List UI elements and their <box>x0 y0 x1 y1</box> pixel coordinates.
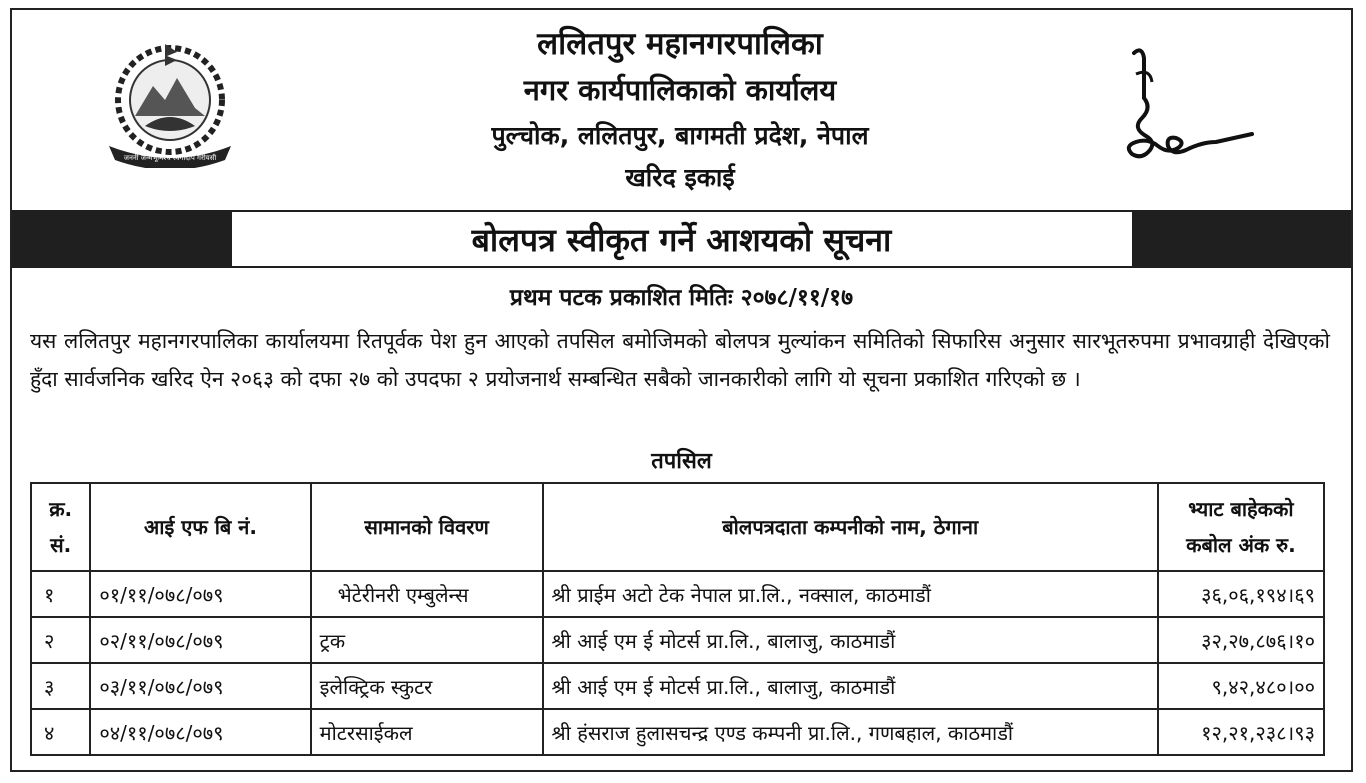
header-amount <box>1158 483 1324 571</box>
signature-icon <box>1112 38 1272 168</box>
row-sn: ४ <box>31 709 90 755</box>
table-row <box>31 663 1324 709</box>
notice-title: बोलपत्र स्वीकृत गर्ने आशयको सूचना <box>232 212 1132 266</box>
office-address: पुल्चोक, ललितपुर, बागमती प्रदेश, नेपाल <box>491 121 869 150</box>
table-row <box>31 617 1324 663</box>
header-amount-line1: भ्याट बाहेकको <box>1188 497 1294 521</box>
table-row <box>31 571 1324 617</box>
emblem-motto: जननी जन्मभूमिश्च स्वर्गादपि गरीयसी <box>123 154 217 162</box>
header-sn-line2: सं. <box>50 533 72 557</box>
row-item: मोटरसाईकल <box>311 709 543 755</box>
row-sn: ३ <box>31 663 90 709</box>
row-ifb: ०१/११/०७८/०७९ <box>90 571 310 617</box>
row-amount: ३२,२७,८७६।१० <box>1158 617 1324 663</box>
office-name: नगर कार्यपालिकाको कार्यालय <box>523 73 837 107</box>
row-sn: २ <box>31 617 90 663</box>
published-date: प्रथम पटक प्रकाशित मितिः २०७८/११/१७ <box>509 285 854 311</box>
row-amount: ९,४२,४८०।०० <box>1158 663 1324 709</box>
header-sn <box>31 483 90 571</box>
header-company: बोलपत्रदाता कम्पनीको नाम, ठेगाना <box>543 483 1158 571</box>
table-header-row <box>31 483 1324 571</box>
row-company: श्री प्राईम अटो टेक नेपाल प्रा.लि., नक्साल, काठमाडौं <box>543 571 1158 617</box>
table-row <box>31 709 1324 755</box>
row-item: ट्रक <box>311 617 543 663</box>
procurement-unit: खरिद इकाई <box>625 163 735 192</box>
municipality-name: ललितपुर महानगरपालिका <box>537 26 823 62</box>
header-amount-line2: कबोल अंक रु. <box>1186 533 1296 557</box>
row-ifb: ०२/११/०७८/०७९ <box>90 617 310 663</box>
row-sn: १ <box>31 571 90 617</box>
row-amount: ३६,०६,१९४।६९ <box>1158 571 1324 617</box>
row-amount: १२,२१,२३८।९३ <box>1158 709 1324 755</box>
header-sn-line1: क्र. <box>49 497 73 521</box>
bid-table <box>30 482 1325 756</box>
row-company: श्री हंसराज हुलासचन्द्र एण्ड कम्पनी प्रा.लि., गणबहाल, काठमाडौं <box>543 709 1158 755</box>
row-item: भेटेरीनरी एम्बुलेन्स <box>311 571 543 617</box>
row-item: इलेक्ट्रिक स्कुटर <box>311 663 543 709</box>
details-title: तपसिल <box>651 449 712 474</box>
notice-banner <box>12 210 1351 268</box>
row-ifb: ०४/११/०७८/०७९ <box>90 709 310 755</box>
row-company: श्री आई एम ई मोटर्स प्रा.लि., बालाजु, काठमाडौं <box>543 617 1158 663</box>
header-ifb: आई एफ बि नं. <box>90 483 310 571</box>
nepal-emblem-icon <box>95 38 245 168</box>
notice-paragraph: यस ललितपुर महानगरपालिका कार्यालयमा रितपूर्वक पेश हुन आएको तपसिल बमोजिमको बोलपत्र मुल्यांकन समितिको सिफारिस अनुसार सारभूतरुपमा प्रभावग्राही देखिएको हुँदा सार्वजनिक खरिद ऐन २०६३ को दफा २७ को उपदफा २ प्रयोजनार्थ सम्बन्धित सबैको जानकारीको लागि यो सूचना प्रकाशित गरिएको छ । <box>30 329 1330 391</box>
row-company: श्री आई एम ई मोटर्स प्रा.लि., बालाजु, काठमाडौं <box>543 663 1158 709</box>
header-item: सामानको विवरण <box>311 483 543 571</box>
row-ifb: ०३/११/०७८/०७९ <box>90 663 310 709</box>
